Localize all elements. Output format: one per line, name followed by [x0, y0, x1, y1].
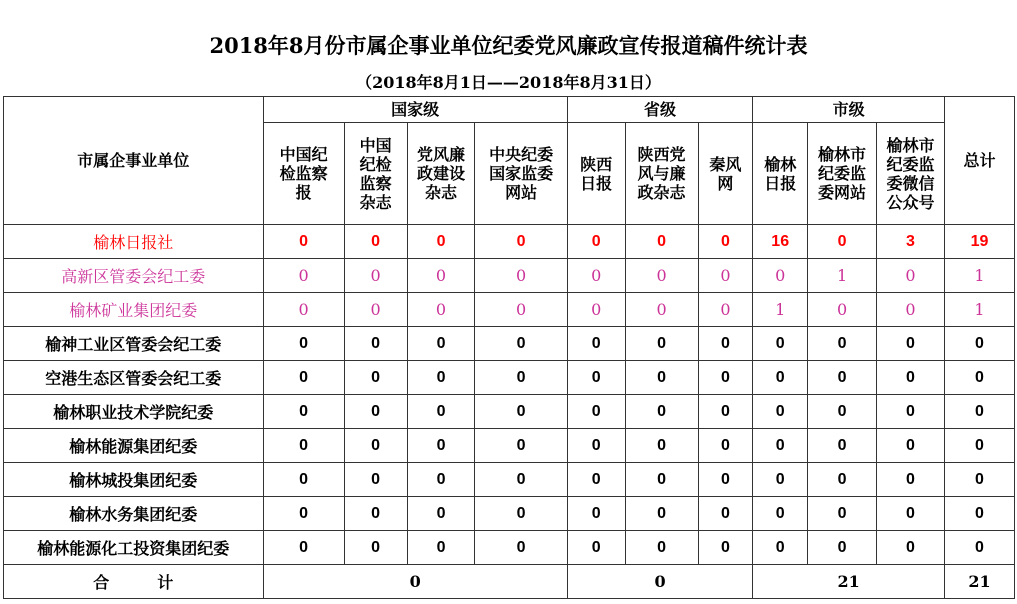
total-provincial: 0 — [567, 565, 753, 599]
table-row — [4, 395, 1015, 429]
count-cell: 0 — [567, 429, 625, 463]
count-cell: 0 — [407, 259, 475, 293]
count-cell: 0 — [407, 225, 475, 259]
row-total: 0 — [944, 429, 1014, 463]
count-cell: 1 — [808, 259, 877, 293]
count-cell: 0 — [344, 463, 407, 497]
count-cell: 0 — [625, 225, 698, 259]
row-total: 1 — [944, 293, 1014, 327]
count-cell: 0 — [263, 463, 344, 497]
count-cell: 0 — [625, 531, 698, 565]
row-total: 0 — [944, 497, 1014, 531]
count-cell: 0 — [698, 463, 753, 497]
count-cell: 0 — [753, 429, 808, 463]
count-cell: 0 — [263, 259, 344, 293]
row-total: 0 — [944, 463, 1014, 497]
count-cell: 3 — [877, 225, 945, 259]
table-row — [4, 225, 1015, 259]
count-cell: 0 — [263, 225, 344, 259]
column-header: 榆林市纪委监委微信公众号 — [877, 123, 945, 225]
count-cell: 0 — [877, 327, 945, 361]
count-cell: 0 — [625, 463, 698, 497]
count-cell: 0 — [344, 259, 407, 293]
column-header: 榆林日报 — [753, 123, 808, 225]
table-row — [4, 259, 1015, 293]
group-header-row — [4, 97, 1015, 123]
unit-name: 空港生态区管委会纪工委 — [4, 361, 264, 395]
count-cell: 0 — [407, 361, 475, 395]
count-cell: 0 — [263, 293, 344, 327]
table-row — [4, 463, 1015, 497]
count-cell: 0 — [877, 259, 945, 293]
row-total: 0 — [944, 531, 1014, 565]
count-cell: 0 — [808, 293, 877, 327]
count-cell: 0 — [344, 327, 407, 361]
count-cell: 0 — [698, 531, 753, 565]
column-header: 中国纪检监察报 — [263, 123, 344, 225]
count-cell: 0 — [567, 225, 625, 259]
count-cell: 0 — [263, 361, 344, 395]
count-cell: 0 — [567, 395, 625, 429]
count-cell: 0 — [698, 327, 753, 361]
count-cell: 0 — [475, 429, 567, 463]
count-cell: 0 — [475, 497, 567, 531]
row-total: 19 — [944, 225, 1014, 259]
count-cell: 0 — [877, 395, 945, 429]
count-cell: 0 — [808, 327, 877, 361]
count-cell: 0 — [407, 497, 475, 531]
count-cell: 0 — [753, 531, 808, 565]
count-cell: 0 — [407, 463, 475, 497]
group-city: 市级 — [753, 97, 945, 123]
total-header: 总计 — [944, 97, 1014, 225]
table-row — [4, 531, 1015, 565]
count-cell: 0 — [567, 497, 625, 531]
column-header: 榆林市纪委监委网站 — [808, 123, 877, 225]
column-header: 中央纪委国家监委网站 — [475, 123, 567, 225]
count-cell: 0 — [625, 327, 698, 361]
total-row — [4, 565, 1015, 599]
group-national: 国家级 — [263, 97, 567, 123]
count-cell: 0 — [753, 327, 808, 361]
count-cell: 16 — [753, 225, 808, 259]
count-cell: 0 — [567, 463, 625, 497]
count-cell: 0 — [567, 531, 625, 565]
count-cell: 0 — [567, 327, 625, 361]
count-cell: 0 — [475, 259, 567, 293]
unit-name: 榆林水务集团纪委 — [4, 497, 264, 531]
column-header: 陕西党风与廉政杂志 — [625, 123, 698, 225]
row-total: 0 — [944, 327, 1014, 361]
count-cell: 0 — [877, 361, 945, 395]
count-cell: 0 — [698, 225, 753, 259]
count-cell: 0 — [344, 497, 407, 531]
count-cell: 0 — [698, 293, 753, 327]
count-cell: 0 — [263, 531, 344, 565]
row-total: 0 — [944, 361, 1014, 395]
count-cell: 0 — [698, 497, 753, 531]
unit-name: 榆林矿业集团纪委 — [4, 293, 264, 327]
count-cell: 0 — [407, 293, 475, 327]
count-cell: 0 — [567, 293, 625, 327]
unit-name: 高新区管委会纪工委 — [4, 259, 264, 293]
count-cell: 0 — [808, 361, 877, 395]
count-cell: 0 — [753, 395, 808, 429]
count-cell: 0 — [753, 259, 808, 293]
count-cell: 0 — [808, 225, 877, 259]
grand-total: 21 — [944, 565, 1014, 599]
count-cell: 0 — [625, 429, 698, 463]
count-cell: 1 — [753, 293, 808, 327]
table-row — [4, 497, 1015, 531]
count-cell: 0 — [808, 497, 877, 531]
count-cell: 0 — [475, 293, 567, 327]
count-cell: 0 — [753, 497, 808, 531]
count-cell: 0 — [625, 497, 698, 531]
count-cell: 0 — [753, 361, 808, 395]
count-cell: 0 — [475, 225, 567, 259]
count-cell: 0 — [344, 429, 407, 463]
count-cell: 0 — [877, 497, 945, 531]
count-cell: 0 — [263, 327, 344, 361]
row-total: 1 — [944, 259, 1014, 293]
count-cell: 0 — [475, 327, 567, 361]
table-row — [4, 361, 1015, 395]
count-cell: 0 — [698, 395, 753, 429]
unit-name: 榆林能源化工投资集团纪委 — [4, 531, 264, 565]
count-cell: 0 — [263, 395, 344, 429]
count-cell: 0 — [753, 463, 808, 497]
column-header: 党风廉政建设杂志 — [407, 123, 475, 225]
total-national: 0 — [263, 565, 567, 599]
count-cell: 0 — [567, 259, 625, 293]
count-cell: 0 — [625, 259, 698, 293]
unit-name: 榆林职业技术学院纪委 — [4, 395, 264, 429]
count-cell: 0 — [625, 293, 698, 327]
column-header: 中国纪检监察杂志 — [344, 123, 407, 225]
unit-name: 榆林日报社 — [4, 225, 264, 259]
count-cell: 0 — [808, 429, 877, 463]
count-cell: 0 — [625, 361, 698, 395]
unit-header: 市属企事业单位 — [4, 97, 264, 225]
count-cell: 0 — [263, 429, 344, 463]
count-cell: 0 — [344, 531, 407, 565]
count-cell: 0 — [407, 429, 475, 463]
count-cell: 0 — [877, 531, 945, 565]
count-cell: 0 — [475, 395, 567, 429]
unit-name: 榆神工业区管委会纪工委 — [4, 327, 264, 361]
table-row — [4, 327, 1015, 361]
count-cell: 0 — [344, 293, 407, 327]
total-city: 21 — [753, 565, 945, 599]
count-cell: 0 — [808, 531, 877, 565]
count-cell: 0 — [344, 225, 407, 259]
total-label: 合 计 — [4, 565, 264, 599]
count-cell: 0 — [877, 429, 945, 463]
column-header: 陕西日报 — [567, 123, 625, 225]
count-cell: 0 — [625, 395, 698, 429]
count-cell: 0 — [407, 395, 475, 429]
count-cell: 0 — [808, 463, 877, 497]
count-cell: 0 — [475, 463, 567, 497]
table-row — [4, 293, 1015, 327]
count-cell: 0 — [698, 259, 753, 293]
group-provincial: 省级 — [567, 97, 753, 123]
count-cell: 0 — [407, 531, 475, 565]
statistics-table — [3, 96, 1015, 599]
unit-name: 榆林城投集团纪委 — [4, 463, 264, 497]
row-total: 0 — [944, 395, 1014, 429]
count-cell: 0 — [475, 361, 567, 395]
date-range: （2018年8月1日——2018年8月31日） — [356, 73, 661, 92]
count-cell: 0 — [344, 395, 407, 429]
count-cell: 0 — [344, 361, 407, 395]
count-cell: 0 — [698, 429, 753, 463]
unit-name: 榆林能源集团纪委 — [4, 429, 264, 463]
count-cell: 0 — [567, 361, 625, 395]
page-title: 2018年8月份市属企事业单位纪委党风廉政宣传报道稿件统计表 — [209, 33, 808, 58]
count-cell: 0 — [263, 497, 344, 531]
count-cell: 0 — [877, 463, 945, 497]
count-cell: 0 — [877, 293, 945, 327]
count-cell: 0 — [475, 531, 567, 565]
count-cell: 0 — [698, 361, 753, 395]
column-header: 秦风网 — [698, 123, 753, 225]
count-cell: 0 — [407, 327, 475, 361]
count-cell: 0 — [808, 395, 877, 429]
table-row — [4, 429, 1015, 463]
